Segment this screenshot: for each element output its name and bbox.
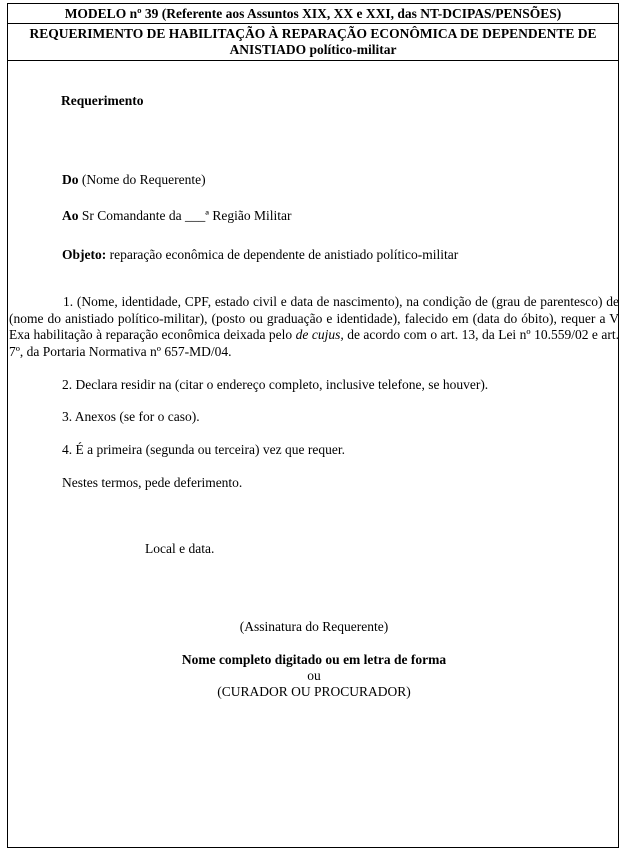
from-value: (Nome do Requerente) bbox=[81, 172, 206, 187]
curator-line: (CURADOR OU PROCURADOR) bbox=[217, 684, 411, 699]
signature-line: (Assinatura do Requerente) bbox=[239, 619, 389, 634]
object-line bbox=[62, 247, 458, 263]
title-line-2: ANISTIADO político-militar bbox=[229, 42, 397, 57]
to-label: Ao bbox=[62, 208, 79, 223]
form-frame bbox=[7, 3, 619, 848]
from-label: Do bbox=[62, 172, 79, 187]
item-2: 2. Declara residir na (citar o endereço completo, inclusive telefone, se houver). bbox=[62, 377, 489, 392]
item-4: 4. É a primeira (segunda ou terceira) vez que requer. bbox=[62, 442, 345, 457]
item-1-paragraph bbox=[8, 294, 620, 360]
title-line-1: REQUERIMENTO DE HABILITAÇÃO À REPARAÇÃO ECONÔMICA DE DEPENDENTE DE bbox=[29, 26, 597, 41]
item-1-text-a: 1. (Nome, identidade, CPF, estado civil e data de nascimento), na condição de (grau de parentesco) de (nome do anistiado político-militar), (posto ou graduação e identidade), falecido em (data do óbito), requer a V Exa habilitação à reparação econômica deixada pelo bbox=[9, 294, 619, 342]
form-title bbox=[8, 24, 618, 61]
request-heading: Requerimento bbox=[61, 93, 144, 108]
to-value: Sr Comandante da ___ª Região Militar bbox=[81, 208, 292, 223]
item-1-text-b: de acordo com o art. 13, da Lei nº 10.559/02 e art. 7º, da Portaria Normativa nº 657-MD/04. bbox=[9, 327, 619, 359]
from-line bbox=[62, 172, 206, 188]
item-3: 3. Anexos (se for o caso). bbox=[62, 409, 200, 424]
to-line bbox=[62, 208, 291, 224]
full-name-line: Nome completo digitado ou em letra de forma bbox=[181, 652, 447, 667]
object-value: reparação econômica de dependente de anistiado político-militar bbox=[109, 247, 459, 262]
object-label: Objeto: bbox=[62, 247, 107, 262]
or-line: ou bbox=[307, 668, 321, 683]
item-1-italic: de cujus, bbox=[295, 327, 344, 342]
closing-text: Nestes termos, pede deferimento. bbox=[62, 475, 243, 490]
place-date: Local e data. bbox=[145, 541, 215, 556]
model-header: MODELO nº 39 (Referente aos Assuntos XIX, XX e XXI, das NT-DCIPAS/PENSÕES) bbox=[8, 4, 618, 24]
